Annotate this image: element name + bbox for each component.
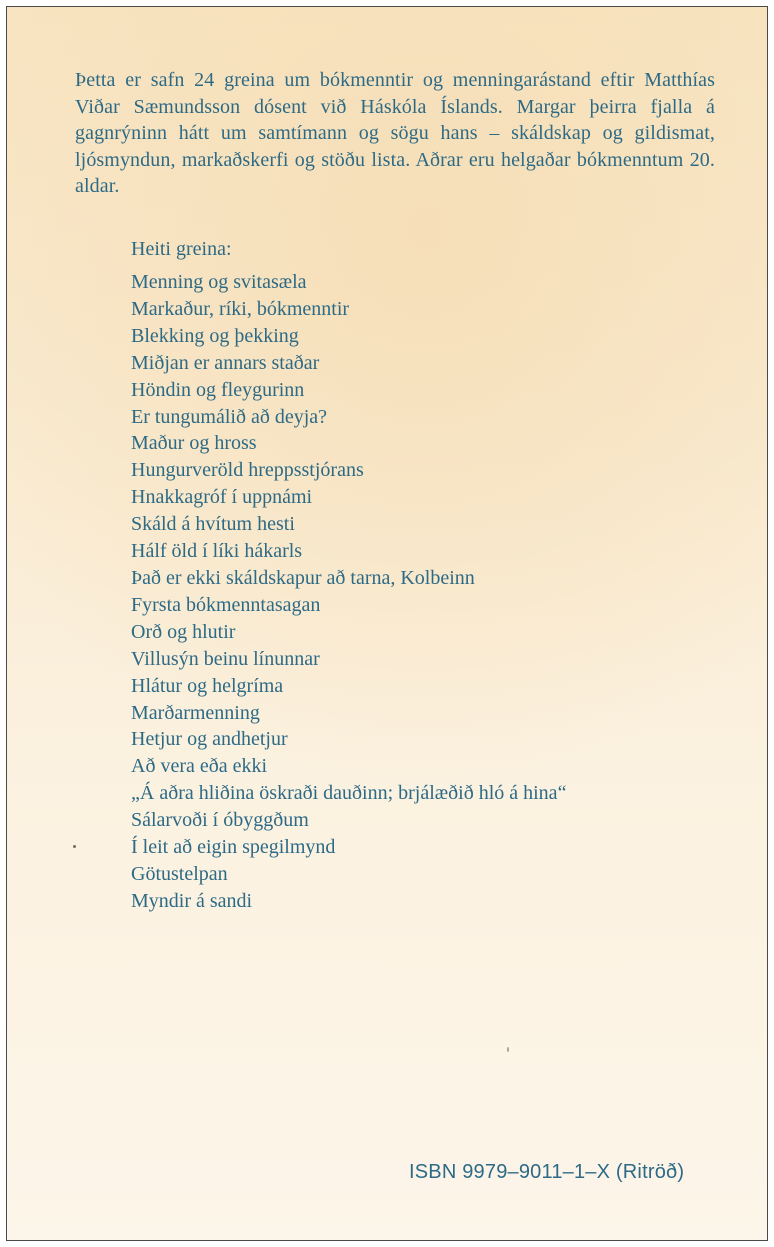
list-item: Götustelpan xyxy=(131,862,228,885)
list-item: Menning og svitasæla xyxy=(131,271,307,293)
list-item: Miðjan er annars staðar xyxy=(131,351,320,374)
list-item: Hálf öld í líki hákarls xyxy=(131,540,303,563)
list-item: Villusýn beinu línunnar xyxy=(131,647,320,670)
titles-list xyxy=(131,269,566,915)
list-item: Sálarvoði í óbyggðum xyxy=(131,809,309,832)
paper-speck xyxy=(73,845,76,848)
back-cover xyxy=(6,6,768,1241)
list-item: Hungurveröld hreppsstjórans xyxy=(131,459,364,482)
list-item: Að vera eða ekki xyxy=(131,755,268,778)
list-item: Marðarmenning xyxy=(131,701,260,724)
list-item: Hnakkagróf í uppnámi xyxy=(131,486,313,509)
list-item: Fyrsta bókmenntasagan xyxy=(131,593,321,616)
paper-speck xyxy=(507,1047,509,1052)
list-item: Myndir á sandi xyxy=(131,889,253,912)
titles-heading: Heiti greina: xyxy=(131,238,232,260)
list-item: Skáld á hvítum hesti xyxy=(131,513,295,536)
list-item: Í leit að eigin spegilmynd xyxy=(131,836,336,859)
list-item: Blekking og þekking xyxy=(131,324,299,347)
list-item: Það er ekki skáldskapur að tarna, Kolbeinn xyxy=(131,566,475,589)
list-item: Höndin og fleygurinn xyxy=(131,378,305,401)
intro-paragraph: Þetta er safn 24 greina um bókmenntir og menningarástand eftir Matthías Viðar Sæmundsson dósent við Háskóla Íslands. Margar þeirra fjalla á gagnrýninn hátt um samtímann og sögu hans – skáldskap og gildismat, ljósmyndun, markaðskerfi og stöðu lista. Aðrar eru helgaðar bókmenntum 20. aldar. xyxy=(75,69,715,197)
list-item: Hlátur og helgríma xyxy=(131,674,284,697)
list-item: „Á aðra hliðina öskraði dauðinn; brjálæðið hló á hina“ xyxy=(131,782,567,805)
isbn-label: ISBN 9979–9011–1–X (Ritröð) xyxy=(409,1161,685,1183)
list-item: Er tungumálið að deyja? xyxy=(131,405,328,428)
list-item: Hetjur og andhetjur xyxy=(131,728,288,751)
list-item: Orð og hlutir xyxy=(131,620,236,643)
list-item: Markaður, ríki, bókmenntir xyxy=(131,297,350,320)
list-item: Maður og hross xyxy=(131,432,257,455)
